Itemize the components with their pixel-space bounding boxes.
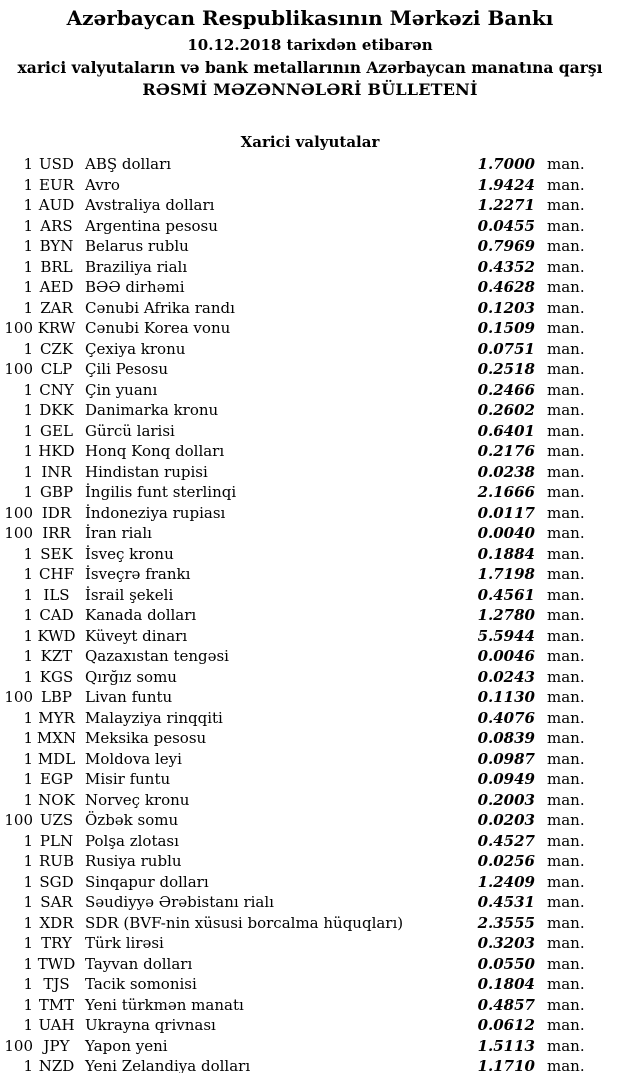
currency-unit: man. bbox=[547, 196, 585, 214]
table-row bbox=[0, 872, 620, 893]
currency-rate: 1.2409 bbox=[477, 872, 535, 891]
currency-rate: 0.0839 bbox=[477, 729, 535, 747]
currency-name: Livan funtu bbox=[85, 688, 173, 706]
table-row bbox=[0, 1056, 620, 1073]
currency-name: Meksika pesosu bbox=[85, 729, 207, 747]
currency-quantity: 1 bbox=[23, 298, 33, 317]
currency-code: AED bbox=[39, 278, 74, 296]
currency-quantity: 1 bbox=[23, 278, 33, 296]
currency-quantity: 100 bbox=[4, 360, 33, 378]
currency-code: BYN bbox=[39, 237, 74, 255]
currency-quantity: 1 bbox=[23, 237, 33, 255]
currency-rate: 0.0612 bbox=[477, 1016, 535, 1034]
table-row bbox=[0, 790, 620, 811]
currency-code: KZT bbox=[40, 647, 73, 665]
table-row bbox=[0, 503, 620, 524]
currency-name: Səudiyyə Ərəbistanı rialı bbox=[85, 893, 274, 911]
currency-quantity: 1 bbox=[23, 442, 33, 460]
currency-rate: 0.0243 bbox=[477, 667, 535, 686]
currency-table bbox=[0, 154, 620, 1073]
currency-quantity: 100 bbox=[4, 811, 33, 829]
table-row bbox=[0, 523, 620, 544]
currency-name: İngilis funt sterlinqi bbox=[85, 483, 237, 501]
currency-name: Belarus rublu bbox=[85, 237, 189, 255]
currency-unit: man. bbox=[547, 237, 585, 255]
currency-unit: man. bbox=[547, 544, 585, 563]
currency-code: IRR bbox=[42, 524, 71, 542]
currency-quantity: 1 bbox=[23, 380, 33, 399]
currency-quantity: 1 bbox=[23, 421, 33, 440]
currency-code: TMT bbox=[38, 995, 75, 1014]
currency-name: Cənubi Afrika randı bbox=[85, 298, 235, 317]
currency-name: Avstraliya dolları bbox=[85, 196, 215, 214]
currency-rate: 0.1804 bbox=[477, 975, 535, 993]
currency-quantity: 100 bbox=[4, 319, 33, 337]
currency-name: ABŞ dolları bbox=[85, 155, 172, 173]
table-row bbox=[0, 646, 620, 667]
currency-quantity: 100 bbox=[4, 1036, 33, 1055]
table-row bbox=[0, 1015, 620, 1036]
table-row bbox=[0, 421, 620, 442]
table-row bbox=[0, 708, 620, 729]
currency-unit: man. bbox=[547, 995, 585, 1014]
currency-unit: man. bbox=[547, 216, 585, 235]
currency-unit: man. bbox=[547, 688, 585, 706]
currency-name: Yeni Zelandiya dolları bbox=[85, 1057, 251, 1073]
currency-name: İsveçrə frankı bbox=[85, 565, 191, 583]
currency-name: Kanada dolları bbox=[85, 606, 197, 624]
currency-code: TJS bbox=[43, 975, 70, 993]
currency-quantity: 1 bbox=[23, 155, 33, 173]
currency-quantity: 1 bbox=[23, 770, 33, 788]
currency-code: KRW bbox=[37, 319, 76, 337]
currency-quantity: 1 bbox=[23, 893, 33, 911]
currency-quantity: 1 bbox=[23, 339, 33, 358]
currency-rate: 0.4527 bbox=[477, 831, 535, 850]
currency-unit: man. bbox=[547, 278, 585, 296]
currency-rate: 0.0455 bbox=[477, 216, 535, 235]
currency-code: KWD bbox=[37, 626, 76, 645]
currency-rate: 1.1710 bbox=[477, 1057, 535, 1073]
currency-unit: man. bbox=[547, 749, 585, 768]
currency-quantity: 1 bbox=[23, 729, 33, 747]
currency-unit: man. bbox=[547, 360, 585, 378]
currency-name: Avro bbox=[85, 175, 120, 194]
currency-code: EUR bbox=[39, 175, 74, 194]
currency-rate: 0.2003 bbox=[477, 790, 535, 809]
bulletin-subtitle: xarici valyutaların və bank metallarının Azərbaycan manatına qarşı bbox=[17, 58, 603, 77]
currency-name: Moldova leyi bbox=[85, 749, 182, 768]
table-row bbox=[0, 236, 620, 257]
table-row bbox=[0, 298, 620, 319]
currency-name: İsveç kronu bbox=[85, 544, 174, 563]
currency-quantity: 1 bbox=[23, 565, 33, 583]
currency-code: CLP bbox=[40, 360, 73, 378]
table-row bbox=[0, 175, 620, 196]
currency-unit: man. bbox=[547, 175, 585, 194]
currency-unit: man. bbox=[547, 811, 585, 829]
currency-unit: man. bbox=[547, 831, 585, 850]
currency-quantity: 1 bbox=[23, 1057, 33, 1073]
currency-name: Misir funtu bbox=[85, 770, 171, 788]
currency-code: PLN bbox=[39, 831, 74, 850]
currency-name: Malayziya rinqqiti bbox=[85, 708, 223, 727]
currency-code: ZAR bbox=[40, 298, 73, 317]
table-row bbox=[0, 380, 620, 401]
currency-quantity: 1 bbox=[23, 175, 33, 194]
currency-name: Özbək somu bbox=[85, 811, 179, 829]
table-row bbox=[0, 462, 620, 483]
table-row bbox=[0, 667, 620, 688]
table-row bbox=[0, 257, 620, 278]
currency-code: LBP bbox=[40, 688, 73, 706]
table-row bbox=[0, 810, 620, 831]
currency-code: MYR bbox=[38, 708, 75, 727]
currency-rate: 0.4352 bbox=[477, 257, 535, 276]
currency-code: NZD bbox=[38, 1057, 75, 1073]
currency-name: Sinqapur dolları bbox=[85, 872, 209, 891]
currency-name: Honq Konq dolları bbox=[85, 442, 225, 460]
currency-quantity: 1 bbox=[23, 401, 33, 419]
currency-unit: man. bbox=[547, 647, 585, 665]
currency-unit: man. bbox=[547, 319, 585, 337]
currency-code: BRL bbox=[40, 257, 73, 276]
currency-quantity: 1 bbox=[23, 257, 33, 276]
table-row bbox=[0, 605, 620, 626]
currency-quantity: 1 bbox=[23, 872, 33, 891]
table-row bbox=[0, 933, 620, 954]
table-row bbox=[0, 564, 620, 585]
currency-code: JPY bbox=[43, 1036, 70, 1055]
currency-unit: man. bbox=[547, 1057, 585, 1073]
currency-name: Çin yuanı bbox=[85, 380, 158, 399]
section-title-foreign-currencies: Xarici valyutalar bbox=[240, 133, 380, 151]
currency-unit: man. bbox=[547, 708, 585, 727]
currency-unit: man. bbox=[547, 257, 585, 276]
currency-unit: man. bbox=[547, 503, 585, 522]
bulletin-title: RƏSMİ MƏZƏNNƏLƏRİ BÜLLETENİ bbox=[142, 80, 478, 99]
table-row bbox=[0, 954, 620, 975]
currency-name: Braziliya rialı bbox=[85, 257, 188, 276]
currency-unit: man. bbox=[547, 339, 585, 358]
currency-rate: 0.7969 bbox=[477, 237, 535, 255]
currency-code: ILS bbox=[43, 585, 70, 604]
currency-rate: 0.1509 bbox=[477, 319, 535, 337]
currency-quantity: 1 bbox=[23, 585, 33, 604]
currency-name: Danimarka kronu bbox=[85, 401, 219, 419]
currency-name: Küveyt dinarı bbox=[85, 626, 188, 645]
currency-quantity: 1 bbox=[23, 954, 33, 973]
currency-rate: 1.2780 bbox=[477, 606, 535, 624]
currency-unit: man. bbox=[547, 872, 585, 891]
currency-quantity: 1 bbox=[23, 606, 33, 624]
currency-name: Çili Pesosu bbox=[85, 360, 169, 378]
currency-quantity: 1 bbox=[23, 934, 33, 952]
currency-code: CZK bbox=[39, 339, 74, 358]
currency-unit: man. bbox=[547, 626, 585, 645]
currency-rate: 0.2176 bbox=[477, 442, 535, 460]
currency-unit: man. bbox=[547, 729, 585, 747]
table-row bbox=[0, 851, 620, 872]
table-row bbox=[0, 995, 620, 1016]
currency-code: INR bbox=[41, 462, 72, 481]
currency-name: BƏƏ dirhəmi bbox=[85, 278, 185, 296]
currency-name: Tayvan dolları bbox=[85, 954, 193, 973]
currency-code: CNY bbox=[39, 380, 74, 399]
currency-unit: man. bbox=[547, 401, 585, 419]
table-row bbox=[0, 749, 620, 770]
currency-unit: man. bbox=[547, 667, 585, 686]
currency-code: XDR bbox=[39, 913, 74, 932]
table-row bbox=[0, 400, 620, 421]
currency-quantity: 1 bbox=[23, 1016, 33, 1034]
currency-rate: 0.1130 bbox=[477, 688, 535, 706]
currency-rate: 0.1203 bbox=[477, 298, 535, 317]
currency-code: KGS bbox=[39, 667, 74, 686]
currency-unit: man. bbox=[547, 770, 585, 788]
currency-unit: man. bbox=[547, 1016, 585, 1034]
currency-code: CAD bbox=[39, 606, 74, 624]
currency-unit: man. bbox=[547, 852, 585, 870]
currency-rate: 0.0046 bbox=[477, 647, 535, 665]
currency-code: SEK bbox=[40, 544, 73, 563]
currency-unit: man. bbox=[547, 380, 585, 399]
table-row bbox=[0, 585, 620, 606]
currency-unit: man. bbox=[547, 954, 585, 973]
currency-name: Hindistan rupisi bbox=[85, 462, 208, 481]
currency-name: Norveç kronu bbox=[85, 790, 190, 809]
currency-unit: man. bbox=[547, 483, 585, 501]
currency-rate: 0.2466 bbox=[477, 380, 535, 399]
currency-rate: 0.4857 bbox=[477, 995, 535, 1014]
currency-quantity: 1 bbox=[23, 913, 33, 932]
currency-unit: man. bbox=[547, 298, 585, 317]
currency-rate: 1.7000 bbox=[477, 155, 535, 173]
currency-quantity: 1 bbox=[23, 667, 33, 686]
currency-rate: 0.0949 bbox=[477, 770, 535, 788]
table-row bbox=[0, 913, 620, 934]
currency-rate: 0.4628 bbox=[477, 278, 535, 296]
currency-quantity: 1 bbox=[23, 483, 33, 501]
currency-name: Qazaxıstan tengəsi bbox=[85, 647, 229, 665]
currency-rate: 0.0117 bbox=[477, 503, 535, 522]
currency-name: Cənubi Korea vonu bbox=[85, 319, 231, 337]
currency-quantity: 1 bbox=[23, 975, 33, 993]
currency-rate: 0.4076 bbox=[477, 708, 535, 727]
currency-code: CHF bbox=[39, 565, 74, 583]
currency-unit: man. bbox=[547, 442, 585, 460]
currency-quantity: 1 bbox=[23, 708, 33, 727]
currency-quantity: 1 bbox=[23, 544, 33, 563]
currency-name: Polşa zlotası bbox=[85, 831, 179, 850]
currency-unit: man. bbox=[547, 585, 585, 604]
currency-unit: man. bbox=[547, 565, 585, 583]
currency-quantity: 1 bbox=[23, 749, 33, 768]
currency-name: Yeni türkmən manatı bbox=[85, 995, 244, 1014]
currency-rate: 2.1666 bbox=[477, 483, 535, 501]
currency-quantity: 100 bbox=[4, 503, 33, 522]
currency-rate: 0.1884 bbox=[477, 544, 535, 563]
currency-unit: man. bbox=[547, 462, 585, 481]
currency-code: ARS bbox=[40, 216, 73, 235]
currency-code: TWD bbox=[37, 954, 76, 973]
effective-date-line: 10.12.2018 tarixdən etibarən bbox=[187, 36, 433, 54]
currency-name: Qırğız somu bbox=[85, 667, 177, 686]
currency-unit: man. bbox=[547, 934, 585, 952]
currency-quantity: 1 bbox=[23, 216, 33, 235]
currency-rate: 1.2271 bbox=[477, 196, 535, 214]
currency-rate: 0.2602 bbox=[477, 401, 535, 419]
currency-unit: man. bbox=[547, 606, 585, 624]
currency-code: MDL bbox=[37, 749, 76, 768]
currency-code: UZS bbox=[39, 811, 74, 829]
currency-name: Gürcü larisi bbox=[85, 421, 175, 440]
currency-name: İsrail şekeli bbox=[85, 585, 174, 604]
currency-code: USD bbox=[39, 155, 74, 173]
currency-quantity: 1 bbox=[23, 647, 33, 665]
table-row bbox=[0, 626, 620, 647]
currency-rate: 0.6401 bbox=[477, 421, 535, 440]
currency-unit: man. bbox=[547, 975, 585, 993]
table-row bbox=[0, 216, 620, 237]
currency-code: HKD bbox=[38, 442, 75, 460]
table-row bbox=[0, 1036, 620, 1057]
currency-rate: 2.3555 bbox=[477, 913, 535, 932]
currency-code: SAR bbox=[40, 893, 73, 911]
table-row bbox=[0, 482, 620, 503]
currency-unit: man. bbox=[547, 1036, 585, 1055]
currency-code: GEL bbox=[40, 421, 73, 440]
currency-unit: man. bbox=[547, 790, 585, 809]
currency-name: Tacik somonisi bbox=[85, 975, 197, 993]
table-row bbox=[0, 318, 620, 339]
currency-name: İndoneziya rupiası bbox=[85, 503, 226, 522]
currency-code: EGP bbox=[39, 770, 74, 788]
table-row bbox=[0, 195, 620, 216]
currency-quantity: 1 bbox=[23, 462, 33, 481]
currency-code: GBP bbox=[39, 483, 74, 501]
table-row bbox=[0, 974, 620, 995]
currency-rate: 0.0256 bbox=[477, 852, 535, 870]
currency-quantity: 1 bbox=[23, 790, 33, 809]
currency-rate: 1.9424 bbox=[477, 175, 535, 194]
currency-name: Argentina pesosu bbox=[85, 216, 218, 235]
currency-rate: 1.7198 bbox=[477, 565, 535, 583]
table-row bbox=[0, 687, 620, 708]
currency-rate: 0.0550 bbox=[477, 954, 535, 973]
currency-code: RUB bbox=[39, 852, 74, 870]
currency-unit: man. bbox=[547, 893, 585, 911]
currency-quantity: 1 bbox=[23, 852, 33, 870]
currency-quantity: 1 bbox=[23, 626, 33, 645]
currency-code: UAH bbox=[38, 1016, 75, 1034]
table-row bbox=[0, 359, 620, 380]
currency-rate: 0.4561 bbox=[477, 585, 535, 604]
currency-rate: 0.4531 bbox=[477, 893, 535, 911]
currency-code: SGD bbox=[39, 872, 74, 891]
currency-quantity: 100 bbox=[4, 688, 33, 706]
table-row bbox=[0, 339, 620, 360]
currency-quantity: 100 bbox=[4, 524, 33, 542]
currency-quantity: 1 bbox=[23, 831, 33, 850]
currency-unit: man. bbox=[547, 155, 585, 173]
currency-name: İran rialı bbox=[85, 524, 152, 542]
currency-code: DKK bbox=[39, 401, 74, 419]
currency-rate: 0.3203 bbox=[477, 934, 535, 952]
bank-title: Azərbaycan Respublikasının Mərkəzi Bankı bbox=[66, 6, 554, 30]
table-row bbox=[0, 831, 620, 852]
currency-rate: 1.5113 bbox=[477, 1036, 535, 1055]
currency-rate: 0.0040 bbox=[477, 524, 535, 542]
table-row bbox=[0, 277, 620, 298]
table-row bbox=[0, 544, 620, 565]
currency-code: IDR bbox=[41, 503, 72, 522]
currency-name: Rusiya rublu bbox=[85, 852, 182, 870]
currency-rate: 0.0203 bbox=[477, 811, 535, 829]
currency-name: Yapon yeni bbox=[85, 1036, 168, 1055]
currency-quantity: 1 bbox=[23, 196, 33, 214]
currency-name: Ukrayna qrivnası bbox=[85, 1016, 216, 1034]
currency-unit: man. bbox=[547, 913, 585, 932]
currency-rate: 5.5944 bbox=[477, 626, 535, 645]
currency-rate: 0.0987 bbox=[477, 749, 535, 768]
currency-quantity: 1 bbox=[23, 995, 33, 1014]
currency-rate: 0.0238 bbox=[477, 462, 535, 481]
document-header bbox=[0, 0, 620, 101]
table-row bbox=[0, 769, 620, 790]
currency-code: NOK bbox=[38, 790, 75, 809]
currency-name: Çexiya kronu bbox=[85, 339, 186, 358]
currency-code: MXN bbox=[36, 729, 77, 747]
currency-unit: man. bbox=[547, 524, 585, 542]
currency-rate: 0.2518 bbox=[477, 360, 535, 378]
table-row bbox=[0, 892, 620, 913]
currency-code: TRY bbox=[41, 934, 72, 952]
currency-unit: man. bbox=[547, 421, 585, 440]
currency-name: SDR (BVF-nin xüsusi borcalma hüquqları) bbox=[85, 913, 404, 932]
currency-rate: 0.0751 bbox=[477, 339, 535, 358]
table-row bbox=[0, 441, 620, 462]
currency-name: Türk lirəsi bbox=[85, 934, 164, 952]
currency-code: AUD bbox=[38, 196, 75, 214]
table-row bbox=[0, 154, 620, 175]
table-row bbox=[0, 728, 620, 749]
